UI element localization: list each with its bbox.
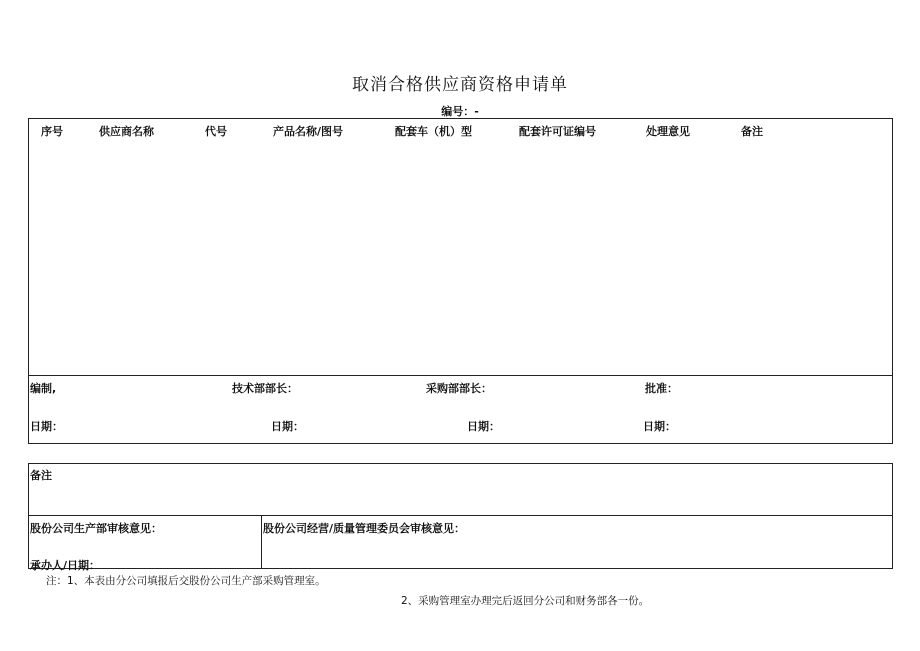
page-title: 取消合格供应商资格申请单 xyxy=(352,75,568,95)
remarks-label: 备注 xyxy=(30,469,52,482)
header-vehicle-model: 配套车（机）型 xyxy=(395,125,472,138)
note-1: 注：1、本表由分公司填报后交股份公司生产部采购管理室。 xyxy=(46,575,326,587)
prepared-by-label: 编制, xyxy=(30,382,57,395)
header-supplier-name: 供应商名称 xyxy=(99,125,154,138)
production-review-label: 股份公司生产部审核意见： xyxy=(30,522,162,535)
header-license-number: 配套许可证编号 xyxy=(519,125,596,138)
review-divider xyxy=(28,515,893,516)
date-label-1: 日期： xyxy=(30,420,63,433)
date-label-3: 日期： xyxy=(467,420,500,433)
date-label-4: 日期： xyxy=(643,420,676,433)
header-opinion: 处理意见 xyxy=(646,125,690,138)
header-product-name: 产品名称/图号 xyxy=(273,125,344,138)
handler-date-label: 承办人/日期： xyxy=(30,559,101,572)
note-2: 2、采购管理室办理完后返回分公司和财务部各一份。 xyxy=(401,595,650,607)
header-code: 代号 xyxy=(205,125,227,138)
header-seq: 序号 xyxy=(41,125,63,138)
signature-divider xyxy=(28,375,893,376)
tech-director-label: 技术部部长： xyxy=(232,382,298,395)
header-remarks: 备注 xyxy=(741,125,763,138)
purchasing-director-label: 采购部部长： xyxy=(426,382,492,395)
remarks-review-box xyxy=(28,463,893,569)
review-column-divider xyxy=(261,515,262,569)
date-label-2: 日期： xyxy=(271,420,304,433)
form-number: 编号：- xyxy=(441,105,479,118)
approval-label: 批准： xyxy=(645,382,678,395)
quality-review-label: 股份公司经营/质量管理委员会审核意见： xyxy=(263,522,466,535)
